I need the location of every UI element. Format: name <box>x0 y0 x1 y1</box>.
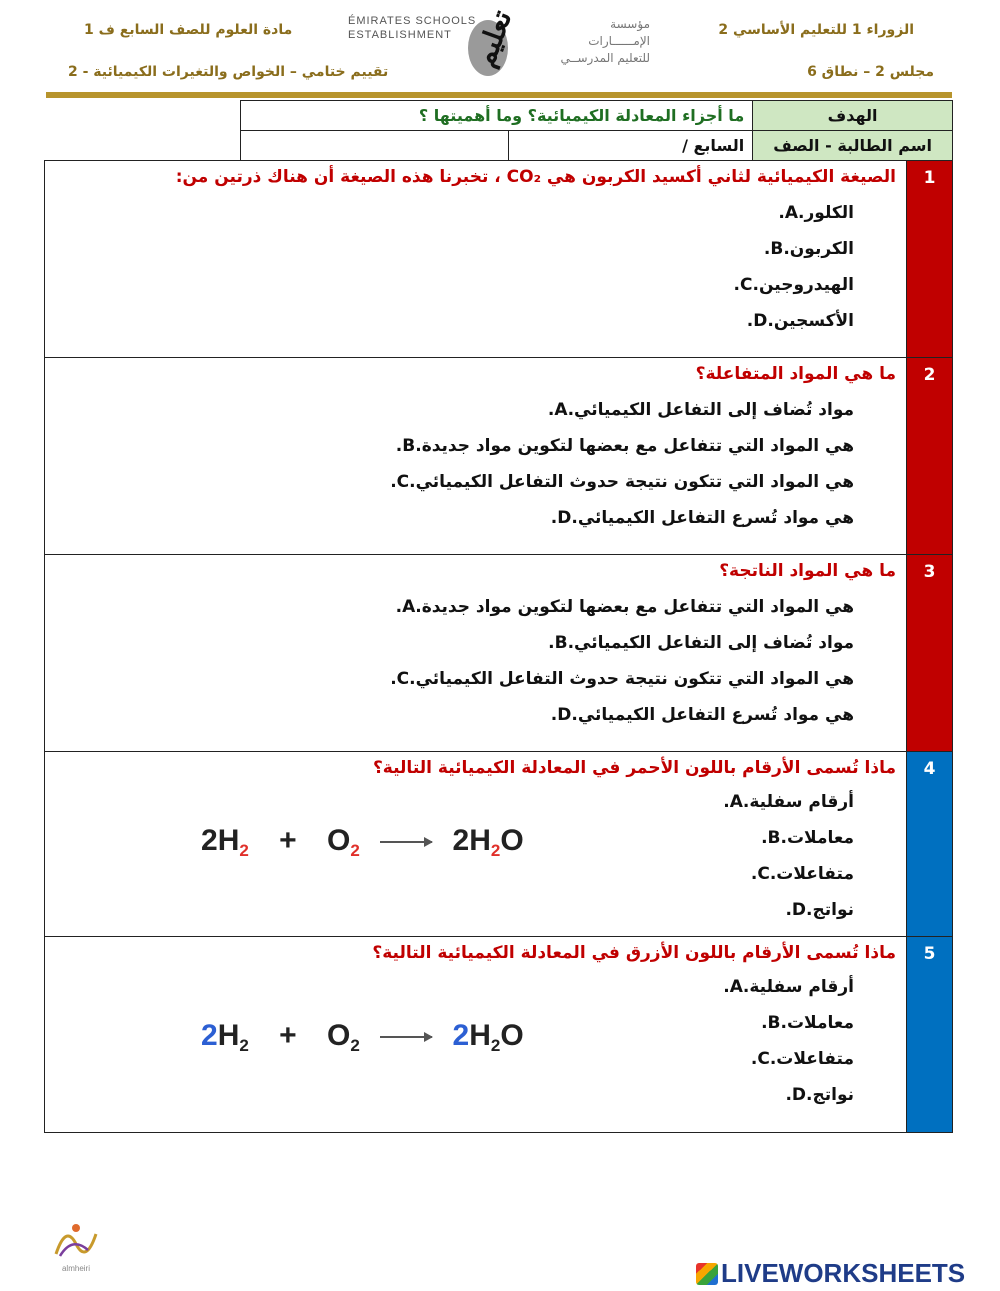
blue-coefficient: 2 <box>201 1019 218 1052</box>
objective-label: الهدف <box>753 101 953 131</box>
foundation-logo-line2: للتعليم المدرســي <box>560 51 650 65</box>
option-c[interactable] <box>390 472 854 492</box>
assessment-title: تقييم ختامي – الخواص والتغيرات الكيميائية - 2 <box>68 64 389 80</box>
question-3 <box>44 554 953 752</box>
option-b[interactable] <box>764 239 854 259</box>
red-subscript: 2 <box>239 841 249 860</box>
option-letter: D. <box>550 508 572 528</box>
option-letter: A. <box>723 977 743 997</box>
option-c[interactable] <box>390 669 854 689</box>
option-text: أرقام سفلية. <box>742 792 854 812</box>
option-text: أرقام سفلية. <box>742 977 854 997</box>
option-text: هي المواد التي تتفاعل مع بعضها لتكوين مواد جديدة. <box>415 597 854 617</box>
option-c[interactable] <box>734 275 854 295</box>
option-b[interactable] <box>761 1013 854 1033</box>
question-text: ماذا تُسمى الأرقام باللون الأحمر في المعادلة الكيميائية التالية؟ <box>372 758 896 778</box>
subscript: 2 <box>490 1036 501 1055</box>
option-text: مواد تُضاف إلى التفاعل الكيميائي. <box>567 400 854 420</box>
option-text: هي المواد التي تتفاعل مع بعضها لتكوين مواد جديدة. <box>415 436 854 456</box>
option-a[interactable] <box>723 977 854 997</box>
taleem-logo-text: تعليم <box>467 5 519 72</box>
option-letter: C. <box>390 669 410 689</box>
option-a[interactable] <box>778 203 854 223</box>
question-text: ما هي المواد المتفاعلة؟ <box>695 364 896 384</box>
option-text: الكلور. <box>798 203 854 223</box>
option-letter: C. <box>733 275 753 295</box>
option-letter: A. <box>778 203 799 223</box>
question-number: 5 <box>906 937 952 1132</box>
oxygen-symbol: O <box>327 1019 351 1052</box>
question-text: ماذا تُسمى الأرقام باللون الأزرق في المعادلة الكيميائية التالية؟ <box>372 943 896 963</box>
plus-sign: + <box>279 1019 297 1052</box>
reaction-arrow <box>380 1036 432 1038</box>
hydrogen-symbol: H <box>217 1019 240 1052</box>
option-letter: A. <box>547 400 568 420</box>
option-text: الكربون. <box>783 239 854 259</box>
ese-logo-line1: ÉMIRATES SCHOOLS <box>348 15 477 27</box>
option-a[interactable] <box>396 597 854 617</box>
option-d[interactable] <box>785 1085 854 1105</box>
objective-row <box>241 101 953 131</box>
blue-coefficient: 2 <box>452 1019 470 1052</box>
option-letter: C. <box>750 864 770 884</box>
hydrogen-symbol: H <box>217 824 240 857</box>
option-letter: B. <box>761 828 781 848</box>
foundation-logo-line1: مؤسسة الإمــــــارات <box>588 17 650 48</box>
question-number: 4 <box>906 752 952 936</box>
option-text: الهيدروجين. <box>752 275 854 295</box>
question-text: ما هي المواد الناتجة؟ <box>719 561 896 581</box>
equation-blue <box>201 1019 524 1056</box>
option-text: هي المواد التي تتكون نتيجة حدوث التفاعل الكيميائي. <box>409 472 854 492</box>
council-zone: مجلس 2 – نطاق 6 <box>807 64 934 80</box>
option-a[interactable] <box>548 400 854 420</box>
option-letter: C. <box>750 1049 770 1069</box>
option-c[interactable] <box>751 1049 854 1069</box>
subject-title: مادة العلوم للصف السابع ف 1 <box>84 22 293 38</box>
question-number: 2 <box>906 358 952 554</box>
option-a[interactable] <box>723 792 854 812</box>
reaction-arrow <box>380 841 432 843</box>
red-subscript: 2 <box>490 841 501 860</box>
option-text: هي المواد التي تتكون نتيجة حدوث التفاعل الكيميائي. <box>409 669 854 689</box>
option-d[interactable] <box>551 508 854 528</box>
taleem-logo <box>466 5 538 76</box>
option-text: نواتج. <box>806 900 854 920</box>
option-letter: A. <box>723 792 743 812</box>
red-subscript: 2 <box>350 841 360 860</box>
option-letter: B. <box>761 1013 781 1033</box>
oxygen-symbol: O <box>500 1019 524 1052</box>
almheiri-logo-icon <box>46 1214 106 1264</box>
option-text: هي مواد تُسرع التفاعل الكيميائي. <box>571 705 854 725</box>
ese-logo <box>348 14 476 42</box>
almheiri-logo <box>46 1214 106 1274</box>
option-letter: A. <box>395 597 416 617</box>
oxygen-symbol: O <box>500 824 524 857</box>
option-text: مواد تُضاف إلى التفاعل الكيميائي. <box>567 633 854 653</box>
coefficient: 2 <box>201 824 218 857</box>
option-letter: D. <box>746 311 768 331</box>
question-2 <box>44 357 953 555</box>
question-number: 3 <box>906 555 952 751</box>
option-b[interactable] <box>548 633 854 653</box>
objective-text: ما أجزاء المعادلة الكيميائية؟ وما أهميتها ؟ <box>241 101 753 131</box>
subscript: 2 <box>239 1036 249 1055</box>
option-b[interactable] <box>761 828 854 848</box>
question-5 <box>44 936 953 1133</box>
oxygen-symbol: O <box>327 824 351 857</box>
option-letter: B. <box>395 436 416 456</box>
hydrogen-symbol: H <box>469 1019 491 1052</box>
option-d[interactable] <box>785 900 854 920</box>
option-letter: D. <box>785 1085 807 1105</box>
info-table <box>240 100 953 161</box>
option-text: الأكسجين. <box>767 311 854 331</box>
student-label: اسم الطالبة - الصف <box>753 131 953 161</box>
almheiri-caption: almheiri <box>61 1264 90 1273</box>
student-row <box>241 131 953 161</box>
student-name-field[interactable] <box>241 131 509 161</box>
equation-red <box>201 824 524 861</box>
foundation-logo <box>552 16 650 67</box>
option-letter: B. <box>548 633 568 653</box>
option-d[interactable] <box>747 311 854 331</box>
hydrogen-symbol: H <box>469 824 491 857</box>
option-text: معاملات. <box>780 828 854 848</box>
question-number: 1 <box>906 161 952 357</box>
header-divider <box>46 92 952 98</box>
liveworksheets-icon <box>696 1263 718 1285</box>
question-4 <box>44 751 953 937</box>
ese-logo-line2: ESTABLISHMENT <box>348 29 452 41</box>
liveworksheets-logo[interactable] <box>696 1258 965 1289</box>
option-text: متفاعلات. <box>769 1049 854 1069</box>
option-letter: D. <box>550 705 572 725</box>
class-value: السابع / <box>508 131 753 161</box>
option-b[interactable] <box>396 436 854 456</box>
option-letter: B. <box>763 239 784 259</box>
option-letter: D. <box>785 900 807 920</box>
school-name: الزوراء 1 للتعليم الأساسي 2 <box>718 22 914 38</box>
liveworksheets-brand: LIVEWORKSHEETS <box>721 1258 966 1288</box>
coefficient: 2 <box>452 824 470 857</box>
plus-sign: + <box>279 824 297 857</box>
option-text: نواتج. <box>806 1085 854 1105</box>
subscript: 2 <box>350 1036 360 1055</box>
question-1 <box>44 160 953 358</box>
option-text: هي مواد تُسرع التفاعل الكيميائي. <box>571 508 854 528</box>
option-letter: C. <box>390 472 410 492</box>
option-c[interactable] <box>751 864 854 884</box>
option-text: معاملات. <box>780 1013 854 1033</box>
option-d[interactable] <box>551 705 854 725</box>
question-text: الصيغة الكيميائية لثاني أكسيد الكربون هي CO₂ ، تخبرنا هذه الصيغة أن هناك ذرتين من: <box>175 167 896 187</box>
option-text: متفاعلات. <box>769 864 854 884</box>
